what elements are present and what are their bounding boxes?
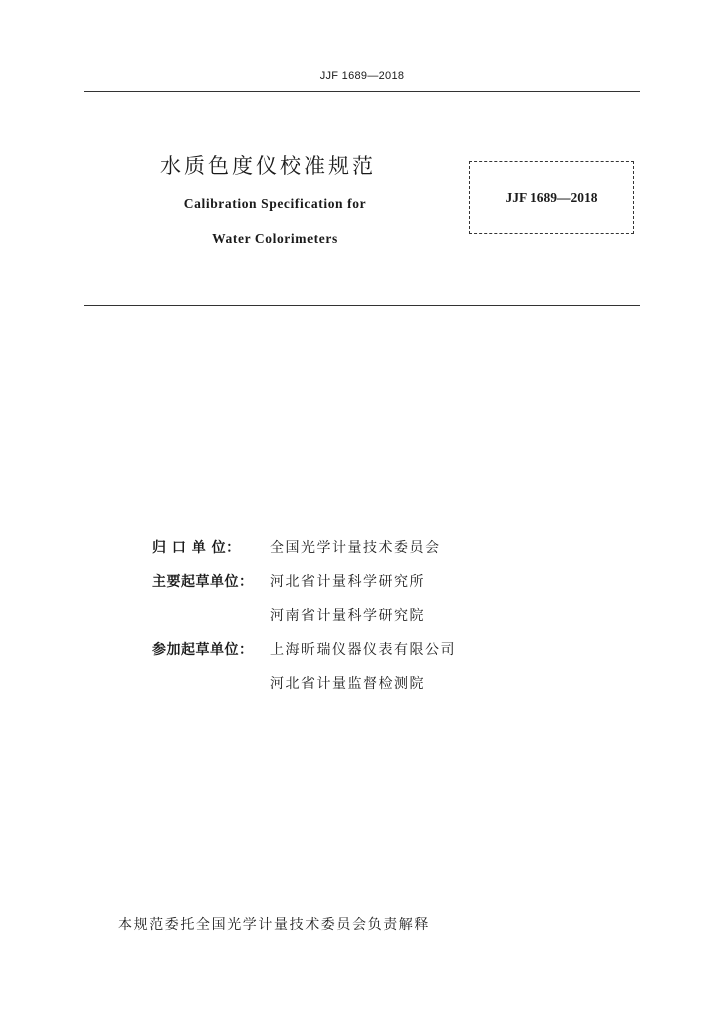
participating-unit-value-2: 河北省计量监督检测院 (270, 676, 425, 692)
main-drafting-unit-value-1: 河北省计量科学研究所 (270, 574, 425, 590)
header-divider (84, 91, 640, 92)
participating-unit-value-1: 上海昕瑞仪器仪表有限公司 (270, 642, 456, 658)
responsible-unit-row (152, 537, 441, 559)
title-divider (84, 305, 640, 306)
participating-unit-row-2 (152, 673, 425, 695)
standard-code: JJF 1689—2018 (505, 190, 598, 205)
document-title-chinese: 水质色度仪校准规范 (160, 154, 376, 178)
main-drafting-unit-row-2 (152, 605, 425, 627)
document-title-english-line1: Calibration Specification for (183, 196, 367, 211)
main-drafting-unit-value-2: 河南省计量科学研究院 (270, 608, 425, 624)
main-drafting-unit-label: 主要起草单位： (152, 574, 254, 590)
participating-unit-label: 参加起草单位： (152, 642, 254, 658)
interpretation-note: 本规范委托全国光学计量技术委员会负责解释 (118, 917, 430, 933)
header-standard-code: JJF 1689—2018 (319, 70, 405, 82)
main-drafting-unit-row (152, 571, 425, 593)
standard-code-box (469, 161, 634, 234)
participating-unit-row (152, 639, 456, 661)
responsible-unit-value: 全国光学计量技术委员会 (270, 540, 441, 556)
document-title-english-line2: Water Colorimeters (212, 231, 338, 246)
responsible-unit-label: 归 口 单 位： (152, 540, 241, 556)
